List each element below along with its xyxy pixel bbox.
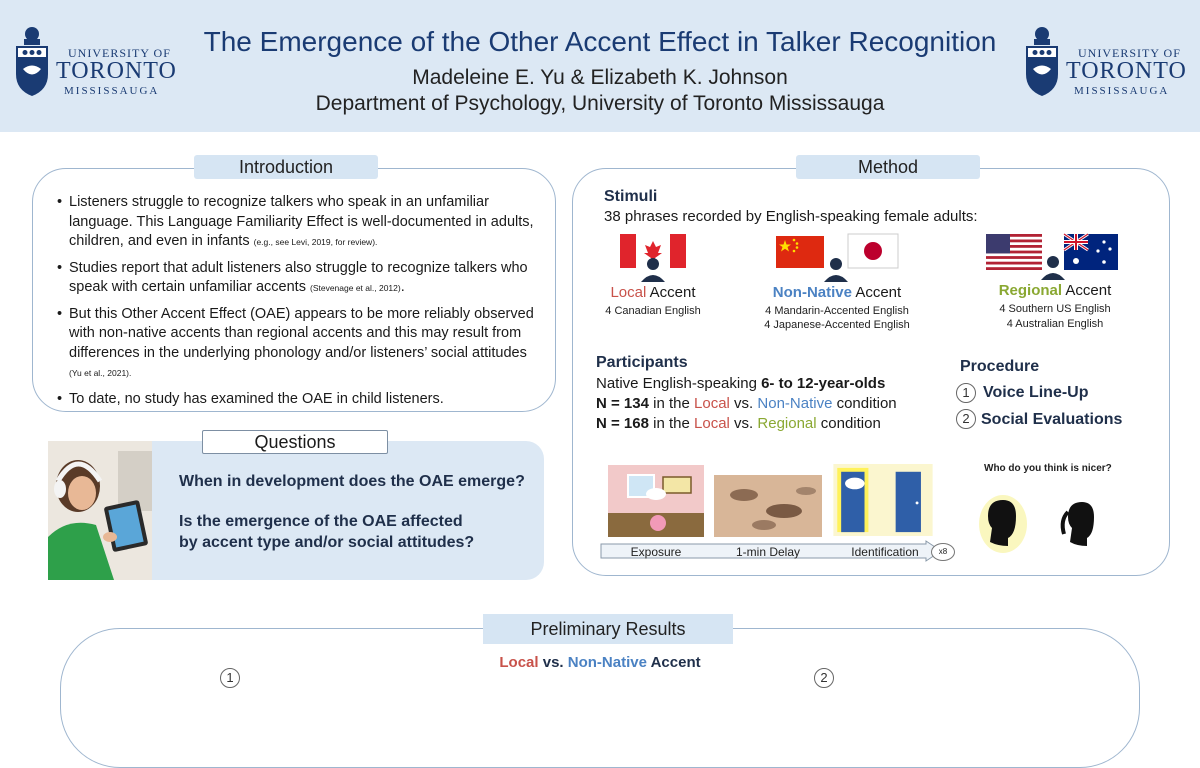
intro-bullet (55, 259, 541, 299)
questions-heading: Questions (202, 430, 388, 454)
local-word: Local (694, 415, 730, 432)
speaker-icon (1040, 254, 1066, 280)
accent-word: Accent (649, 284, 696, 301)
intro-bullet (55, 305, 541, 384)
participants-prefix: Native English-speaking (596, 375, 762, 392)
repeat-count: x8 (938, 547, 948, 556)
local-word: Local (610, 284, 647, 301)
citation: (e.g., see Levi, 2019, for review). (253, 237, 378, 247)
crest-icon (12, 24, 52, 100)
nonnative-word: Non-Native (567, 654, 647, 671)
regional-word: Regional (757, 415, 817, 432)
intro-bullet-text: Studies report that adult listeners also struggle to recognize talkers who speak with certain unfamiliar accents (69, 259, 528, 295)
stimuli-text: 38 phrases recorded by English-speaking female adults: (604, 208, 978, 225)
regional-accent-detail-2: 4 Australian English (1006, 318, 1104, 330)
results-panel (60, 628, 1140, 768)
logo-mississauga: MISSISSAUGA (1074, 85, 1170, 97)
participants-age: 6- to 12-year-olds (761, 375, 886, 392)
logo-university-of: UNIVERSITY OF (68, 46, 171, 60)
in-the: in the (653, 395, 690, 412)
crest-icon (1022, 24, 1062, 100)
introduction-heading: Introduction (194, 155, 378, 179)
accent-word: Accent (855, 284, 902, 301)
university-logo-left (12, 24, 182, 102)
identification-scene-image (832, 464, 934, 536)
timeline-exposure: Exposure (630, 545, 682, 559)
introduction-panel (32, 168, 556, 412)
delay-scene-image (714, 470, 822, 542)
regional-accent-title (980, 282, 1130, 299)
citation: (Stevenage et al., 2012) (309, 283, 401, 293)
participants-line-3 (596, 415, 881, 432)
speaker-icon (640, 256, 666, 282)
university-logo-right (1022, 24, 1192, 102)
local-accent-title (598, 284, 708, 301)
participants-line-2 (596, 395, 897, 412)
logo-toronto: TORONTO (56, 58, 177, 84)
procedure-step-2: Social Evaluations (981, 411, 1123, 428)
method-heading: Method (796, 155, 980, 179)
intro-bullet (55, 193, 541, 253)
repeat-badge (931, 543, 955, 561)
poster-title: The Emergence of the Other Accent Effect in Talker Recognition (203, 26, 997, 57)
logo-university-of: UNIVERSITY OF (1078, 46, 1181, 60)
questions-panel (48, 441, 544, 580)
procedure-label: Procedure (960, 358, 1040, 375)
timeline-identification: Identification (851, 545, 919, 559)
poster-department: Department of Psychology, University of Toronto Mississauga (315, 92, 885, 115)
procedure-number-1: 1 (956, 383, 976, 403)
accent-word: Accent (650, 654, 701, 671)
in-the: in the (653, 415, 690, 432)
vs-word: vs. (734, 395, 754, 412)
regional-word: Regional (998, 282, 1063, 299)
poster-authors: Madeleine E. Yu & Elizabeth K. Johnson (412, 66, 788, 89)
child-photo (48, 441, 152, 580)
stimuli-label: Stimuli (604, 188, 658, 205)
intro-bullet-text: To date, no study has examined the OAE in child listeners. (69, 390, 444, 407)
child-with-tablet-image (48, 441, 152, 580)
nonnative-accent-detail-1: 4 Mandarin-Accented English (765, 305, 909, 317)
exposure-scene-image (608, 465, 704, 537)
condition-word: condition (820, 415, 881, 432)
participants-label: Participants (596, 354, 688, 371)
n-regional: N = 168 (596, 415, 649, 432)
australia-flag-icon (1064, 234, 1118, 270)
social-question: Who do you think is nicer? (984, 463, 1112, 474)
intro-bullet (55, 390, 541, 410)
question-1: When in development does the OAE emerge? (179, 473, 525, 490)
poster-header (0, 0, 1200, 132)
regional-accent-detail-1: 4 Southern US English (999, 303, 1111, 315)
china-flag-icon (776, 236, 824, 268)
results-number-1: 1 (220, 668, 240, 688)
n-nonnative: N = 134 (596, 395, 649, 412)
local-word: Local (499, 654, 539, 671)
accent-word: Accent (1065, 282, 1112, 299)
intro-bullet-text: Listeners struggle to recognize talkers who speak in an unfamiliar language. This Language Familiarity Effect is well-documented in adults, children, and even in infants (69, 194, 534, 249)
question-2: Is the emergence of the OAE affected by accent type and/or social attitudes? (179, 513, 475, 551)
vs-word: vs. (542, 654, 564, 671)
intro-bullet-text: But this Other Accent Effect (OAE) appears to be more reliably observed with non-native accents than regional accents and this may result from differences in the underlying phonology and/or listeners’ social attitudes (69, 305, 534, 361)
nonnative-accent-title (762, 284, 912, 301)
procedure-step-1: Voice Line-Up (983, 384, 1089, 401)
nonnative-word: Non-Native (757, 395, 833, 412)
speaker-icon (823, 256, 849, 282)
results-heading: Preliminary Results (483, 614, 733, 644)
introduction-list (55, 193, 541, 415)
female-silhouette-icon (1060, 500, 1102, 552)
intro-bullet-tail: . (400, 279, 405, 295)
procedure-number-2: 2 (956, 409, 976, 429)
logo-mississauga: MISSISSAUGA (64, 85, 160, 97)
japan-flag-icon (848, 234, 898, 268)
local-word: Local (694, 395, 730, 412)
nonnative-accent-detail-2: 4 Japanese-Accented English (764, 319, 910, 331)
logo-toronto: TORONTO (1066, 58, 1187, 84)
results-number-2: 2 (814, 668, 834, 688)
nonnative-word: Non-Native (772, 284, 852, 301)
timeline-delay: 1-min Delay (735, 545, 801, 559)
vs-word: vs. (734, 415, 754, 432)
citation: (Yu et al., 2021). (69, 368, 132, 378)
female-silhouette-icon (978, 494, 1028, 554)
usa-flag-icon (986, 234, 1042, 270)
condition-word: condition (836, 395, 897, 412)
local-accent-detail: 4 Canadian English (605, 305, 701, 317)
participants-line-1 (596, 375, 885, 392)
results-subtitle (440, 654, 760, 671)
